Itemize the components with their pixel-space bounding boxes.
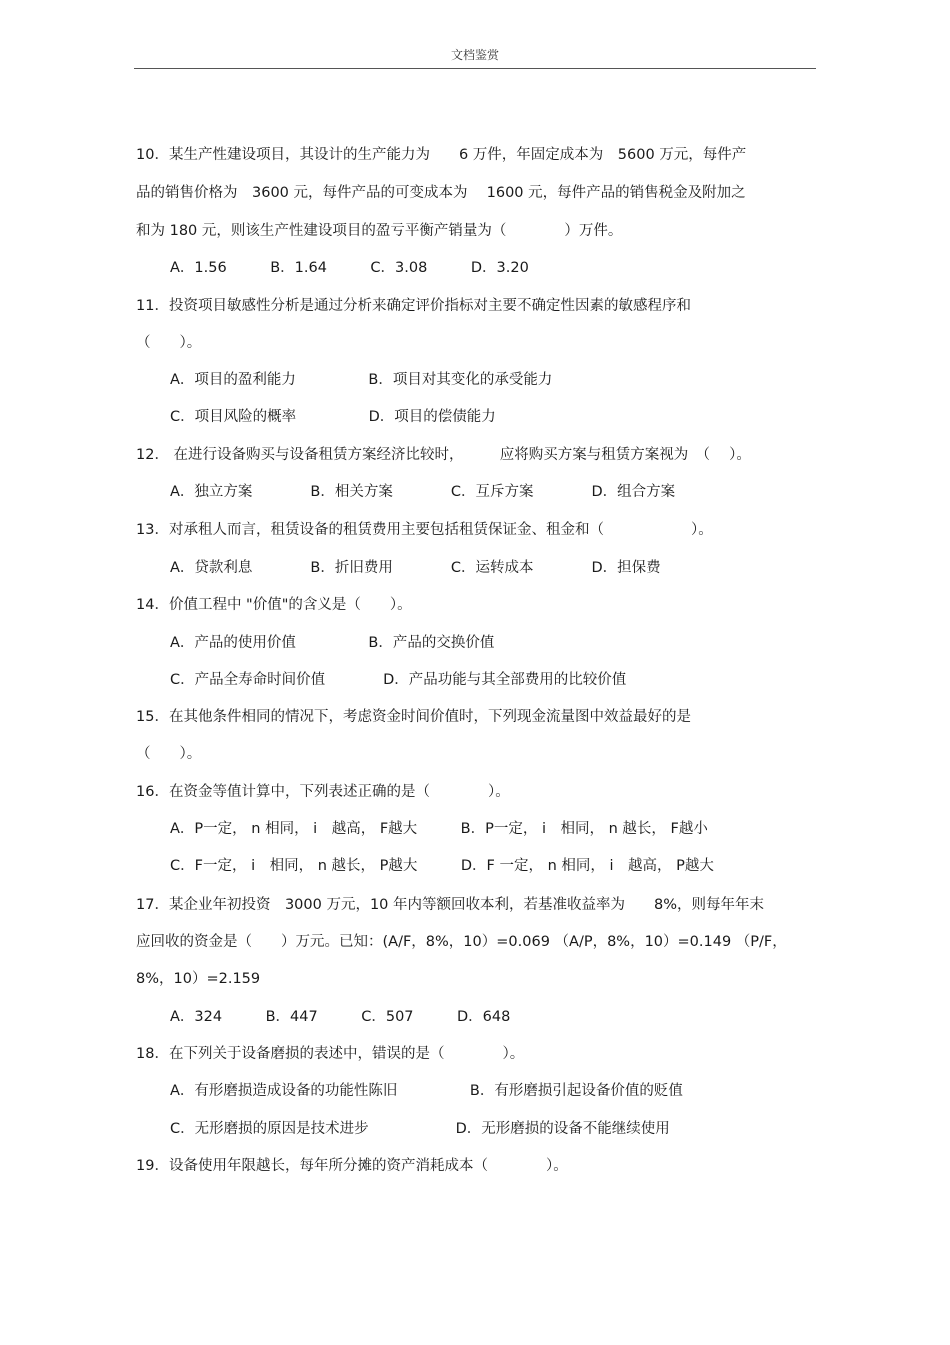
question-10-line-1: 10．某生产性建设项目，其设计的生产能力为 6 万件，年固定成本为 5600 万元，每件产 [136,147,747,163]
question-16-options-ab: A．P一定， n 相同， i 越高， F越大 B．P一定， i 相同， n 越长， F越小 [170,821,708,837]
question-14-options-cd: C．产品全寿命时间价值 D．产品功能与其全部费用的比较价值 [170,672,627,688]
question-13-line-1: 13．对承租人而言，租赁设备的租赁费用主要包括租赁保证金、租金和（ ）。 [136,522,713,538]
question-18-options-ab: A．有形磨损造成设备的功能性陈旧 B．有形磨损引起设备价值的贬值 [170,1083,683,1099]
question-15-line-1: 15．在其他条件相同的情况下，考虑资金时间价值时，下列现金流量图中效益最好的是 [136,709,691,725]
question-11-line-2: （ ）。 [136,335,202,351]
question-11-options-cd: C．项目风险的概率 D．项目的偿债能力 [170,409,496,425]
header-divider [134,68,816,69]
question-10-line-2: 品的销售价格为 3600 元，每件产品的可变成本为 1600 元，每件产品的销售税金及附加之 [136,185,746,201]
question-17-line-2: 应回收的资金是（ ）万元。已知：(A/F，8%，10）=0.069 （A/P，8%，10）=0.149 （P/F， [136,934,787,950]
question-17-options: A．324 B．447 C．507 D．648 [170,1009,511,1025]
question-12-options: A．独立方案 B．相关方案 C．互斥方案 D．组合方案 [170,484,676,500]
question-17-line-3: 8%，10）=2.159 [136,971,261,987]
question-18-options-cd: C．无形磨损的原因是技术进步 D．无形磨损的设备不能继续使用 [170,1121,670,1137]
page-header: 文档鉴赏 [450,48,499,62]
question-15-line-2: （ ）。 [136,746,202,762]
question-13-options: A．贷款利息 B．折旧费用 C．运转成本 D．担保费 [170,560,661,576]
question-14-options-ab: A．产品的使用价值 B．产品的交换价值 [170,635,495,651]
question-18-line-1: 18．在下列关于设备磨损的表述中，错误的是（ ）。 [136,1046,525,1062]
question-12-line-1: 12． 在进行设备购买与设备租赁方案经济比较时， 应将购买方案与租赁方案视为 （ ）。 [136,447,751,463]
question-11-line-1: 11．投资项目敏感性分析是通过分析来确定评价指标对主要不确定性因素的敏感程序和 [136,298,691,314]
question-19-line-1: 19．设备使用年限越长，每年所分摊的资产消耗成本（ ）。 [136,1158,568,1174]
question-16-options-cd: C．F一定， i 相同， n 越长， P越大 D．F 一定， n 相同， i 越高， P越大 [170,858,714,874]
question-16-line-1: 16．在资金等值计算中，下列表述正确的是（ ）。 [136,784,510,800]
question-10-line-3: 和为 180 元，则该生产性建设项目的盈亏平衡产销量为（ ）万件。 [136,223,623,239]
question-10-options: A．1.56 B．1.64 C．3.08 D．3.20 [170,260,529,276]
question-17-line-1: 17．某企业年初投资 3000 万元，10 年内等额回收本利，若基准收益率为 8%，则每年年末 [136,897,765,913]
question-11-options-ab: A．项目的盈利能力 B．项目对其变化的承受能力 [170,372,553,388]
question-14-line-1: 14．价值工程中 "价值"的含义是（ ）。 [136,597,412,613]
